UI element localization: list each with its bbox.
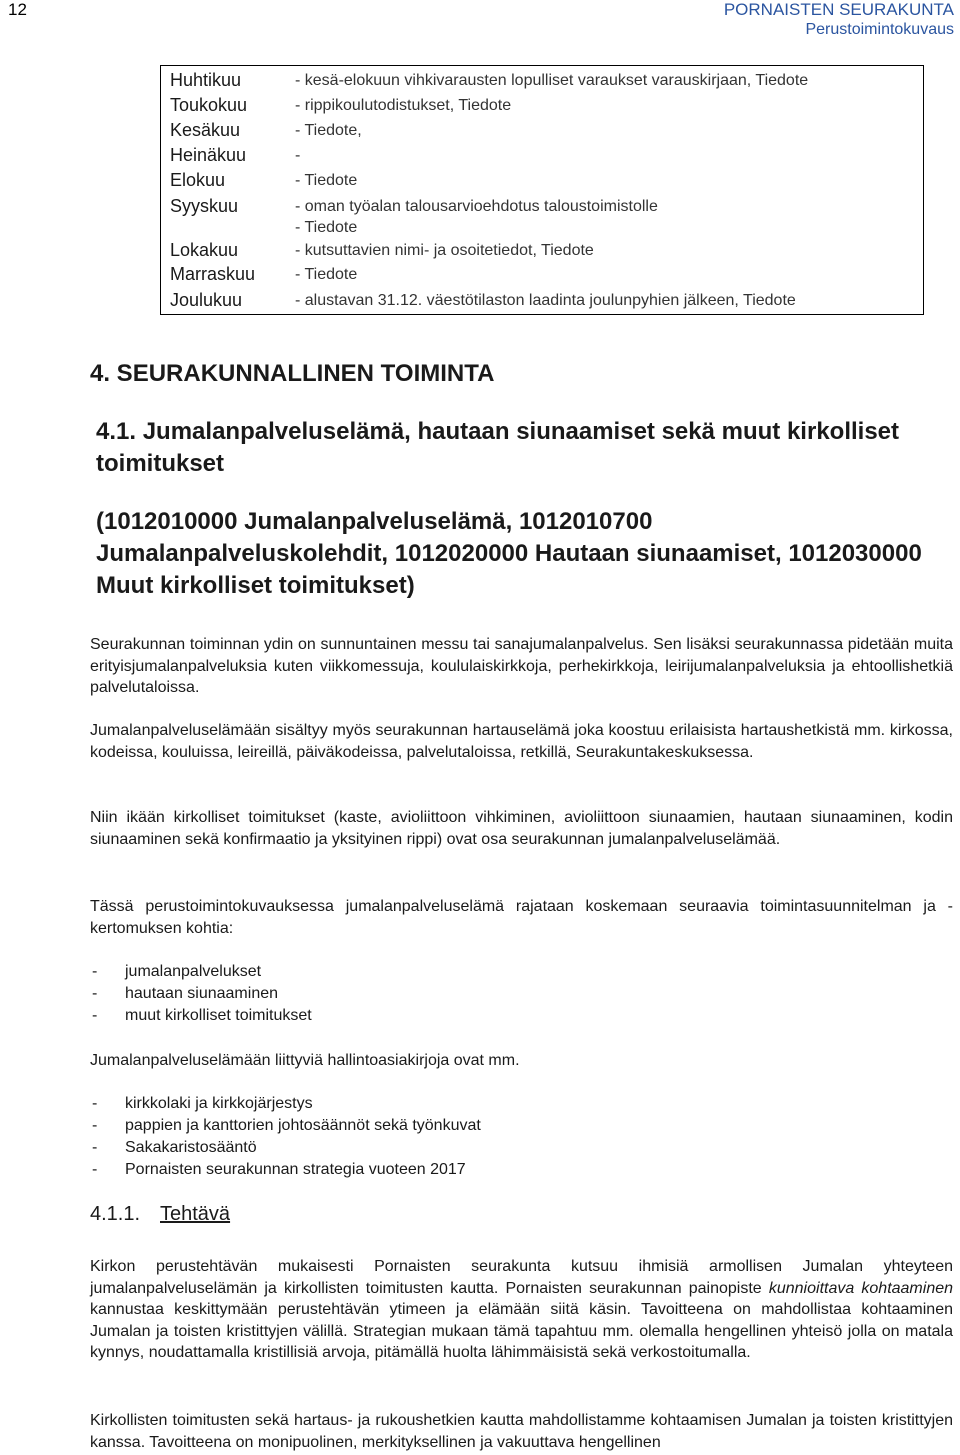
schedule-item: - Tiedote, <box>295 122 362 139</box>
list-item: - muut kirkolliset toimitukset <box>92 1007 312 1024</box>
page-number: 12 <box>8 0 27 19</box>
list-item-label: muut kirkolliset toimitukset <box>125 1007 312 1024</box>
schedule-item: - Tiedote <box>295 266 358 283</box>
paragraph: Niin ikään kirkolliset toimitukset (kaste, avioliittoon vihkiminen, avioliittoon siunaamien, hautaan siunaaminen, kodin siunaaminen sekä konfirmaatio ja yksityinen rippi) ovat osa seurakunnan jumalanpalveluselämää. <box>90 809 953 848</box>
heading-number: 4.1.1. <box>90 1203 141 1225</box>
paragraph: Jumalanpalveluselämään sisältyy myös seurakunnan hartauselämä joka koostuu erilaisista hartaushetkistä mm. kirkossa, kodeissa, kouluissa, leireillä, päiväkodeissa, palvelutaloissa, retkillä, Seurakuntakeskuksessa. <box>90 722 953 761</box>
subsection-heading: 4.1. Jumalanpalveluselämä, hautaan siunaamiset sekä muut kirkolliset toimitukset <box>96 418 900 477</box>
schedule-month: Heinäkuu <box>170 145 247 165</box>
task-paragraph <box>90 1256 953 1364</box>
list-item-label: pappien ja kanttorien johtosäännöt sekä työnkuvat <box>125 1117 481 1134</box>
subsubsection-heading <box>90 1203 230 1226</box>
list-item: - hautaan siunaaminen <box>92 985 279 1002</box>
paragraph: Jumalanpalveluselämään liittyviä hallintoasiakirjoja ovat mm. <box>90 1052 520 1069</box>
schedule-month: Syyskuu <box>170 196 239 216</box>
task-paragraph: Kirkollisten toimitusten sekä hartaus- ja rukoushetkien kautta mahdollistamme kohtaamisen Jumalan ja toisten kristittyjen kanssa. Tavoitteena on monipuolinen, merkityksellinen ja vakuuttava hengellinen <box>90 1412 953 1451</box>
schedule-item: - oman työalan talousarvioehdotus taloustoimistolle <box>295 198 658 215</box>
paragraph: Tässä perustoimintokuvauksessa jumalanpalveluselämä rajataan koskemaan seuraavia toimintasuunnitelman ja -kertomuksen kohtia: <box>90 898 953 937</box>
paragraph: Seurakunnan toiminnan ydin on sunnuntainen messu tai sanajumalanpalvelus. Sen lisäksi seurakunnassa pidetään muita erityisjumalanpalveluksia kuten viikkomessuja, koululaiskirkkoja, perhekirkkoja, leirijumalanpalveluksia ja ehtoollishetkiä palvelutaloissa. <box>90 636 953 696</box>
schedule-month: Elokuu <box>170 170 226 190</box>
document-name: Perustoimintokuvaus <box>805 21 954 38</box>
list-item: - Pornaisten seurakunnan strategia vuoteen 2017 <box>92 1161 466 1178</box>
schedule-item: - <box>295 147 301 164</box>
list-item: - jumalanpalvelukset <box>92 963 262 980</box>
schedule-month: Marraskuu <box>170 264 256 284</box>
schedule-item: - Tiedote <box>295 172 358 189</box>
schedule-month: Joulukuu <box>170 290 243 310</box>
list-item-label: Pornaisten seurakunnan strategia vuoteen 2017 <box>125 1161 466 1178</box>
schedule-month: Huhtikuu <box>170 70 242 90</box>
schedule-item: - Tiedote <box>295 219 358 236</box>
schedule-month: Lokakuu <box>170 240 239 260</box>
list-item: - pappien ja kanttorien johtosäännöt sekä työnkuvat <box>92 1117 481 1134</box>
section-heading: 4. SEURAKUNNALLINEN TOIMINTA <box>90 360 495 387</box>
schedule-item: - alustavan 31.12. väestötilaston laadinta joulunpyhien jälkeen, Tiedote <box>295 292 796 309</box>
schedule-month: Toukokuu <box>170 95 248 115</box>
list-item-label: hautaan siunaaminen <box>125 985 279 1002</box>
schedule-item: - kutsuttavien nimi- ja osoitetiedot, Tiedote <box>295 242 594 259</box>
account-codes: (1012010000 Jumalanpalveluselämä, 1012010700 Jumalanpalveluskolehdit, 1012020000 Hautaan siunaamiset, 1012030000 Muut kirkolliset toimitukset) <box>96 508 922 599</box>
schedule-table <box>160 65 924 315</box>
activity-list <box>90 961 312 1027</box>
text-run: kannustaa keskittymään perustehtävän ytimeen ja elämään siitä käsin. Tavoitteena on mahdollistaa kohtaaminen Jumalan ja toisten kristittyjen välillä. Strategian mukaan tämä tapahtuu mm. olemalla hengellinen yhteisö jolla on matala kynnys, noudattamalla kristillisiä arvoja, pitämällä huolta lähimmäisistä sekä verkostoitumalla. <box>90 1301 953 1361</box>
list-item-label: jumalanpalvelukset <box>125 963 262 980</box>
heading-title: Tehtävä <box>160 1203 231 1225</box>
schedule-month: Kesäkuu <box>170 120 241 140</box>
organization-name: PORNAISTEN SEURAKUNTA <box>723 0 954 19</box>
schedule-item: - kesä-elokuun vihkivarausten lopulliset varaukset varauskirjaan, Tiedote <box>295 72 809 89</box>
list-item: - kirkkolaki ja kirkkojärjestys <box>92 1095 313 1112</box>
document-list <box>90 1093 481 1181</box>
schedule-item: - rippikoulutodistukset, Tiedote <box>295 97 512 114</box>
list-item-label: kirkkolaki ja kirkkojärjestys <box>125 1095 313 1112</box>
list-item-label: Sakakaristosääntö <box>125 1139 257 1156</box>
text-run: Kirkon perustehtävän mukaisesti Pornaisten seurakunta kutsuu ihmisiä armollisen Jumalan yhteyteen jumalanpalveluselämän ja kirkollisten toimitusten kautta. Pornaisten seurakunnan painopiste <box>90 1258 953 1297</box>
list-item: - Sakakaristosääntö <box>92 1139 257 1156</box>
emphasis-text: kunnioittava kohtaaminen <box>768 1279 954 1297</box>
